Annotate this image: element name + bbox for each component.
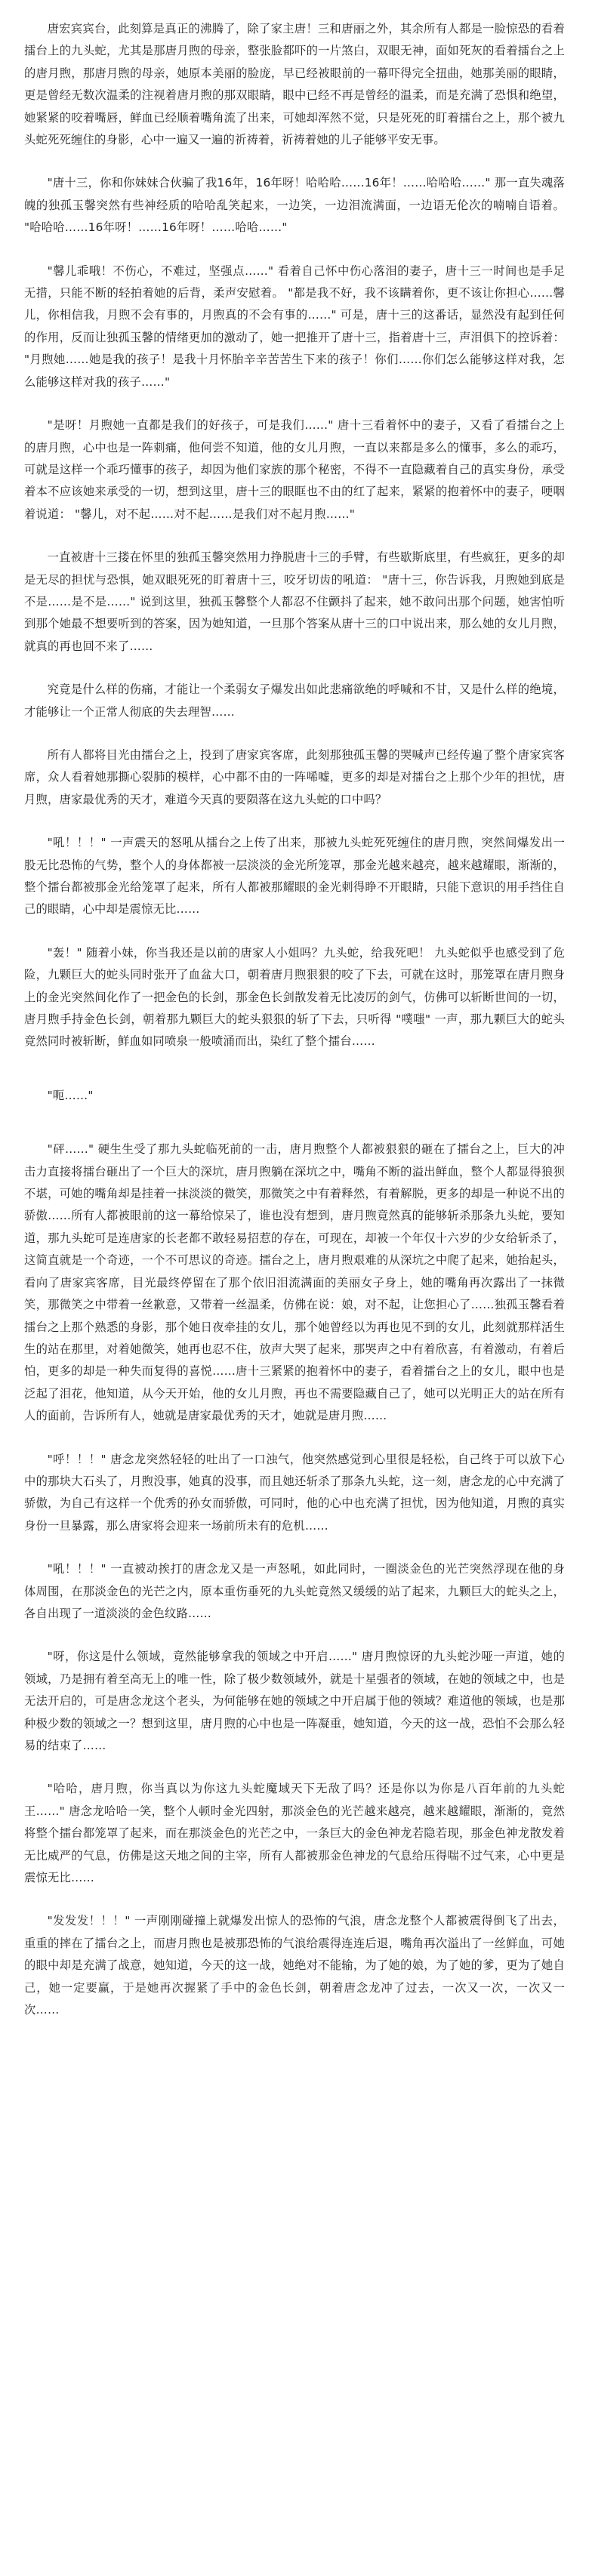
paragraph-6: 究竟是什么样的伤痛，才能让一个柔弱女子爆发出如此悲痛欲绝的呼喊和不甘，又是什么样的绝境，才能够让一个正常人彻底的失去理智…… (24, 683, 565, 719)
paragraph-10: "呃……" (47, 1088, 94, 1102)
paragraph-4: "是呀！月煦她一直都是我们的好孩子，可是我们……" 唐十三看着怀中的妻子，又看了看擂台之上的唐月煦，心中也是一阵刺痛，他何尝不知道，他的女儿月煦，一直以来都是多么的懂事，多么的乖巧，可就是这样一个乖巧懂事的孩子，却因为他们家族的那个秘密，不得不一直隐藏着自己的真实身份，承受着本不应该她来承受的一切，想到这里，唐十三的眼眶也不由的红了起来，紧紧的抱着怀中的妻子，哽咽着说道： "馨儿，对不起……对不起……是我们对不起月煦……" (24, 418, 565, 521)
paragraph-12: "呼！！！" 唐念龙突然轻轻的吐出了一口浊气，他突然感觉到心里很是轻松，自己终于可以放下心中的那块大石头了，月煦没事，她真的没事，而且她还斩杀了那条九头蛇，这一刻，唐念龙的心中充满了骄傲，为自己有这样一个优秀的孙女而骄傲，可同时，他的心中也充满了担忧，因为他知道，月煦的真实身份一旦暴露，那么唐家将会迎来一场前所未有的危机…… (24, 1452, 565, 1533)
paragraph-1: 唐宏宾宾台，此刻算是真正的沸腾了，除了家主唐！三和唐丽之外，其余所有人都是一脸惊恐的看着擂台上的九头蛇，尤其是那唐月煦的母亲，整张脸都吓的一片煞白，双眼无神，面如死灰的看着擂台之上的唐月煦，那唐月煦的母亲，她原本美丽的脸庞，早已经被眼前的一幕吓得完全扭曲，她那美丽的眼睛，更是曾经无数次温柔的注视着唐月煦的那双眼睛，眼中已经不再是曾经的温柔，而是充满了恐惧和绝望，她紧紧的咬着嘴唇，鲜血已经顺着嘴角流了出来，可她却浑然不觉，只是死死的盯着擂台之上，那个被九头蛇死死缠住的身影，心中一遍又一遍的祈祷着，祈祷着她的儿子能够平安无事。 (24, 22, 565, 147)
paragraph-16: "发发发！！！" 一声刚刚碰撞上就爆发出惊人的恐怖的气浪，唐念龙整个人都被震得倒飞了出去，重重的摔在了擂台之上，而唐月煦也是被那恐怖的气浪给震得连连后退，嘴角再次溢出了一丝鲜血，可她的眼中却是充满了战意，她知道，今天的这一战，她绝对不能输，为了她的娘，为了她的爹，更为了她自己，她一定要赢，于是她再次握紧了手中的金色长剑，朝着唐念龙冲了过去，一次又一次，一次又一次…… (24, 1914, 565, 2017)
paragraph-13: "吼！！！" 一直被动挨打的唐念龙又是一声怒吼，如此同时，一圈淡金色的光芒突然浮现在他的身体周围，在那淡金色的光芒之内，原本重伤垂死的九头蛇竟然又缓缓的站了起来，九颗巨大的蛇头之上，各自出现了一道淡淡的金色纹路…… (24, 1562, 565, 1620)
paragraph-5: 一直被唐十三搂在怀里的独孤玉馨突然用力挣脱唐十三的手臂，有些歇斯底里，有些疯狂，更多的却是无尽的担忧与恐惧，她双眼死死的盯着唐十三，咬牙切齿的吼道： "唐十三，你告诉我，月煦她到底是不是……是不是……" 说到这里，独孤玉馨整个人都忍不住颤抖了起来，她不敢问出那个问题，她害怕听到那个她最不想要听到的答案，因为她知道，一旦那个答案从唐十三的口中说出来，那么她的女儿月煦，就真的再也回不来了…… (24, 550, 565, 653)
paragraph-14: "呀，你这是什么领域，竟然能够拿我的领域之中开启……" 唐月煦惊讶的九头蛇沙哑一声道，她的领域，乃是拥有着至高无上的唯一性，除了极少数领域外，就是十星强者的领域，在她的领域之中，也是无法开启的，可是唐念龙这个老头，为何能够在她的领域之中开启属于他的领域？难道他的领域，也是那种极少数的领域之一？想到这里，唐月煦的心中也是一阵凝重，她知道，今天的这一战，恐怕不会那么轻易的结束了…… (24, 1650, 565, 1752)
paragraph-7: 所有人都将目光由擂台之上，投到了唐家宾客席，此刻那独孤玉馨的哭喊声已经传遍了整个唐家宾客席，众人看着她那撕心裂肺的模样，心中都不由的一阵唏嘘，更多的却是对擂台之上那个少年的担忧，唐月煦，唐家最优秀的天才，难道今天真的要陨落在这九头蛇的口中吗？ (24, 747, 565, 806)
paragraph-11: "砰……" 硬生生受了那九头蛇临死前的一击，唐月煦整个人都被狠狠的砸在了擂台之上，巨大的冲击力直接将擂台砸出了一个巨大的深坑，唐月煦躺在深坑之中，嘴角不断的溢出鲜血，整个人都显得狼狈不堪，可她的嘴角却是挂着一抹淡淡的微笑，那微笑之中有着释然，有着解脱，更多的却是一种说不出的骄傲……所有人都被眼前的这一幕给惊呆了，谁也没有想到，唐月煦竟然真的能够斩杀那条九头蛇，要知道，那九头蛇可是连唐家的长老都不敢轻易招惹的存在，可现在，却被一个年仅十六岁的少女给斩杀了，这简直就是一个奇迹，一个不可思议的奇迹。擂台之上，唐月煦艰难的从深坑之中爬了起来，她抬起头，看向了唐家宾客席，目光最终停留在了那个依旧泪流满面的美丽女子身上，她的嘴角再次露出了一抹微笑，那微笑之中带着一丝歉意，又带着一丝温柔，仿佛在说：娘，对不起，让您担心了……独孤玉馨看着擂台之上那个熟悉的身影，那个她日夜牵挂的女儿，那个她曾经以为再也见不到的女儿，此刻就那样活生生的站在那里，对着她微笑，她再也忍不住，放声大哭了起来，那哭声之中有着欣喜，有着激动，有着后怕，更多的却是一种失而复得的喜悦……唐十三紧紧的抱着怀中的妻子，看着擂台之上的女儿，眼中也是泛起了泪花，他知道，从今天开始，他的女儿月煦，再也不需要隐藏自己了，她可以光明正大的站在所有人的面前，告诉所有人，她就是唐家最优秀的天才，她就是唐月煦…… (24, 1142, 565, 1423)
paragraph-8: "吼！！！" 一声震天的怒吼从擂台之上传了出来，那被九头蛇死死缠住的唐月煦，突然间爆发出一股无比恐怖的气势，整个人的身体都被一层淡淡的金光所笼罩，那金光越来越亮，越来越耀眼，渐渐的，整个擂台都被那金光给笼罩了起来，所有人都被那耀眼的金光刺得睁不开眼睛，只能下意识的用手挡住自己的眼睛，心中却是震惊无比…… (24, 836, 565, 917)
paragraph-15: "哈哈，唐月煦，你当真以为你这九头蛇魔域天下无敌了吗？还是你以为你是八百年前的九头蛇王……" 唐念龙哈哈一笑，整个人顿时金光四射，那淡金色的光芒越来越亮，越来越耀眼，渐渐的，竟然将整个擂台都笼罩了起来，而在那淡金色的光芒之中，一条巨大的金色神龙若隐若现，那金色神龙散发着无比威严的气息，仿佛是这天地之间的主宰，所有人都被那金色神龙的气息给压得喘不过气来，心中更是震惊无比…… (24, 1782, 565, 1885)
paragraph-3: "馨儿乖哦！不伤心，不难过，坚强点……" 看着自己怀中伤心落泪的妻子，唐十三一时间也是手足无措，只能不断的轻拍着她的后背，柔声安慰着。 "都是我不好，我不该瞒着你，更不该让你担心……馨儿，你相信我，月煦不会有事的，月煦真的不会有事的……" 可是，唐十三的这番话，显然没有起到任何的作用，反而让独孤玉馨的情绪更加的激动了，她一把推开了唐十三，指着唐十三，声泪俱下的控诉着： "月煦她……她是我的孩子！是我十月怀胎辛辛苦苦生下来的孩子！你们……你们怎么能够这样对我，怎么能够这样对我的孩子……" (24, 263, 565, 389)
paragraph-9: "轰！" 随着小妹，你当我还是以前的唐家人小姐吗？九头蛇，给我死吧！ 九头蛇似乎也感受到了危险，九颗巨大的蛇头同时张开了血盆大口，朝着唐月煦狠狠的咬了下去，可就在这时，那笼罩在唐月煦身上的金光突然间化作了一把金色的长剑，那金色长剑散发着无比凌厉的剑气，仿佛可以斩断世间的一切，唐月煦手持金色长剑，朝着那九颗巨大的蛇头狠狠的斩了下去，只听得 "噗嗤" 一声，那九颗巨大的蛇头竟然同时被斩断，鲜血如同喷泉一般喷涌而出，染红了整个擂台…… (24, 945, 565, 1049)
paragraph-2: "唐十三，你和你妹妹合伙骗了我16年，16年呀！哈哈哈……16年！……哈哈哈……" 那一直失魂落魄的独孤玉馨突然有些神经质的哈哈乱笑起来，一边笑，一边泪流满面，一边语无伦次的喃喃自语着。 "哈哈哈……16年呀！……16年呀！……哈哈……" (24, 176, 565, 235)
